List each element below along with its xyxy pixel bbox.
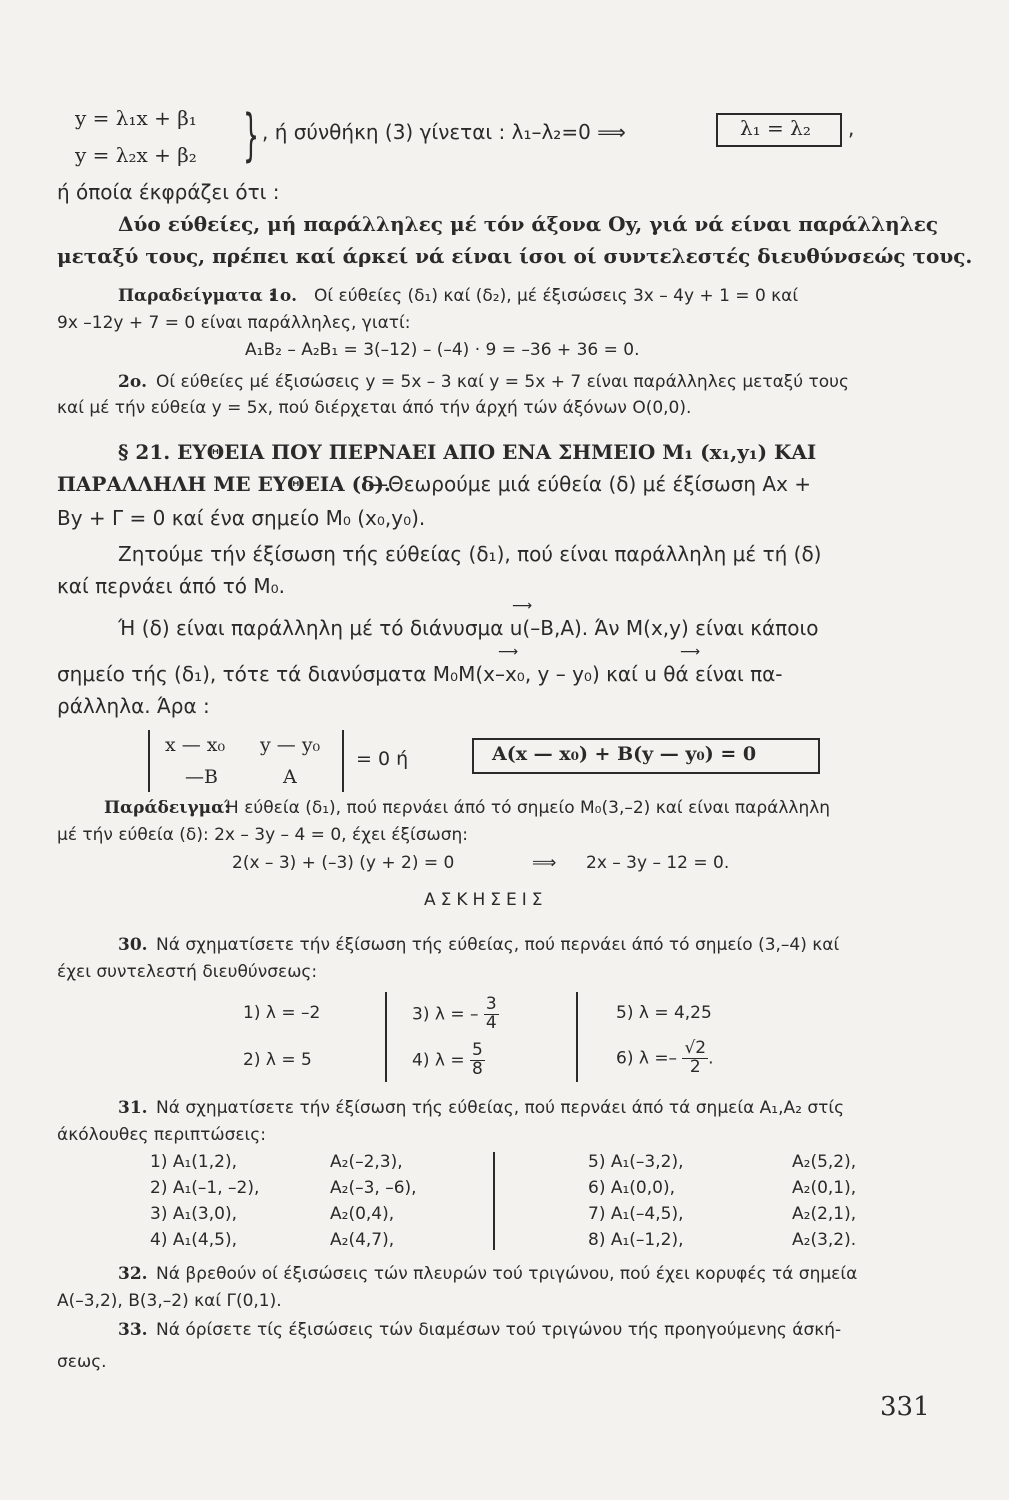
rule-line-1: Δύο εύθείες, μή παράλληλες μέ τόν άξονα Oy, γιά νά είναι παράλληλες (118, 212, 939, 236)
row-4-c: 8) A₁(–1,2), (588, 1230, 684, 1250)
row-3-a: 3) A₁(3,0), (150, 1204, 238, 1224)
exercises-title: ΑΣΚΗΣΕΙΣ (424, 890, 548, 910)
section-line-3: By + Γ = 0 καί ένα σημείο M₀ (x₀,y₀). (57, 506, 426, 530)
exercise-31-line-1: Νά σχηματίσετε τήν έξίσωση τής εύθείας, πού περνάει άπό τά σημεία A₁,A₂ στίς (156, 1098, 845, 1118)
determinant-r1c2: y — y₀ (260, 734, 321, 756)
determinant-left-bar (148, 730, 150, 792)
item-4-prefix: 4) λ = (412, 1050, 465, 1071)
item-6-numerator: √2 (684, 1038, 707, 1058)
item-6-denominator: 2 (689, 1056, 701, 1077)
rule-line-2: μεταξύ τους, πρέπει καί άρκεί νά είναι ίσοι οί συντελεστές διευθύνσεώς τους. (57, 244, 973, 268)
item-4-fraction (470, 1042, 485, 1079)
exercise-33-number: 33. (118, 1320, 148, 1340)
result-formula: λ₁ = λ₂ (740, 116, 811, 140)
exercise-30-divider-2 (576, 992, 578, 1082)
item-6-suffix: . (708, 1048, 714, 1069)
comma: , (848, 116, 855, 140)
determinant-r1c1: x — x₀ (165, 734, 226, 756)
paragraph-1-line-1: Ζητούμε τήν έξίσωση τής εύθείας (δ₁), πού είναι παράλληλη μέ τή (δ) (118, 542, 822, 566)
right-brace: } (243, 103, 260, 168)
example-label: Παράδειγμα: (104, 798, 231, 818)
exercise-32-number: 32. (118, 1264, 148, 1284)
intro-line: ή όποία έκφράζει ότι : (57, 180, 280, 204)
section-heading-2-continuation: —Θεωρούμε μιά εύθεία (δ) μέ έξίσωση Ax + (368, 472, 812, 496)
example-line-2: μέ τήν εύθεία (δ): 2x – 3y – 4 = 0, έχει έξίσωση: (57, 825, 469, 845)
row-2-d: A₂(0,1), (792, 1178, 857, 1198)
exercise-30-item-5: 5) λ = 4,25 (616, 1003, 712, 1023)
exercise-30-number: 30. (118, 935, 148, 955)
exercise-31-line-2: άκόλουθες περιπτώσεις: (57, 1125, 266, 1145)
row-4-a: 4) A₁(4,5), (150, 1230, 238, 1250)
row-2-a: 2) A₁(–1, –2), (150, 1178, 260, 1198)
exercise-30-item-2: 2) λ = 5 (243, 1050, 312, 1070)
row-1-d: A₂(5,2), (792, 1152, 857, 1172)
item-3-prefix: 3) λ = – (412, 1004, 479, 1025)
determinant-r2c2: A (283, 766, 297, 788)
determinant-equals: = 0 ή (356, 748, 409, 770)
exercise-30-item-1: 1) λ = –2 (243, 1003, 321, 1023)
page-number: 331 (880, 1392, 930, 1422)
vector-arrow-m0m: ⟶ (498, 644, 519, 660)
example-1-calculation: A₁B₂ – A₂B₁ = 3(–12) – (–4) · 9 = –36 + 36 = 0. (245, 340, 640, 360)
section-heading-1: § 21. ΕΥΘΕΙΑ ΠΟΥ ΠΕΡΝΑΕΙ ΑΠΟ ΕΝΑ ΣΗΜΕΙΟ M₁ (x₁,y₁) ΚΑΙ (118, 440, 817, 464)
paragraph-2-line-2: σημείο τής (δ₁), τότε τά διανύσματα M₀M(x–x₀, y – y₀) καί u θά είναι πα- (57, 662, 783, 686)
example-line-3b: 2x – 3y – 12 = 0. (586, 853, 730, 873)
paragraph-2-line-1: Ή (δ) είναι παράλληλη μέ τό διάνυσμα u(–B,A). Άν M(x,y) είναι κάποιο (118, 616, 819, 640)
implication-arrow: ⟹ (532, 853, 557, 873)
row-4-d: A₂(3,2). (792, 1230, 857, 1250)
row-4-b: A₂(4,7), (330, 1230, 395, 1250)
row-3-b: A₂(0,4), (330, 1204, 395, 1224)
exercise-31-number: 31. (118, 1098, 148, 1118)
item-6-prefix: 6) λ =– (616, 1048, 678, 1069)
item-3-numerator: 3 (485, 994, 497, 1014)
example-2-line-2: καί μέ τήν εύθεία y = 5x, πού διέρχεται άπό τήν άρχή τών άξόνων O(0,0). (57, 398, 692, 418)
boxed-formula: A(x — x₀) + B(y — y₀) = 0 (492, 743, 757, 765)
vector-arrow-u: ⟶ (512, 598, 533, 614)
row-3-c: 7) A₁(–4,5), (588, 1204, 684, 1224)
exercise-30-item-6 (616, 1040, 714, 1077)
exercise-33-line-1: Νά όρίσετε τίς έξισώσεις τών διαμέσων τού τριγώνου τής προηγούμενης άσκή- (156, 1320, 842, 1340)
exercise-30-divider-1 (385, 992, 387, 1082)
row-2-c: 6) A₁(0,0), (588, 1178, 676, 1198)
item-3-fraction (484, 996, 499, 1033)
example-2-line-1: Οί εύθείες μέ έξισώσεις y = 5x – 3 καί y = 5x + 7 είναι παράλληλες μεταξύ τους (156, 372, 849, 392)
row-1-b: A₂(–2,3), (330, 1152, 403, 1172)
item-3-denominator: 4 (485, 1012, 497, 1033)
equation-1: y = λ₁x + β₁ (75, 106, 197, 130)
row-1-c: 5) A₁(–3,2), (588, 1152, 684, 1172)
examples-label: Παραδείγματα : (118, 286, 275, 306)
exercise-33-line-2: σεως. (57, 1352, 107, 1372)
item-6-fraction (682, 1040, 708, 1077)
exercise-32-line-1: Νά βρεθούν οί έξισώσεις τών πλευρών τού τριγώνου, πού έχει κορυφές τά σημεία (156, 1264, 858, 1284)
example-line-3a: 2(x – 3) + (–3) (y + 2) = 0 (232, 853, 455, 873)
paragraph-1-line-2: καί περνάει άπό τό M₀. (57, 574, 286, 598)
row-1-a: 1) A₁(1,2), (150, 1152, 238, 1172)
determinant-right-bar (342, 730, 344, 792)
item-4-numerator: 5 (471, 1040, 483, 1060)
row-3-d: A₂(2,1), (792, 1204, 857, 1224)
equation-2: y = λ₂x + β₂ (75, 143, 197, 167)
example-1-line-1: Οί εύθείες (δ₁) καί (δ₂), μέ έξισώσεις 3x – 4y + 1 = 0 καί (314, 286, 799, 306)
example-line-1: Ή εύθεία (δ₁), πού περνάει άπό τό σημείο M₀(3,–2) καί είναι παράλληλη (224, 798, 831, 818)
exercise-31-divider (493, 1152, 495, 1250)
section-heading-2: ΠΑΡΑΛΛΗΛΗ ΜΕ ΕΥΘΕΙΑ (δ). (57, 472, 391, 496)
condition-text: , ή σύνθήκη (3) γίνεται : λ₁–λ₂=0 ⟹ (262, 120, 626, 144)
exercise-32-line-2: A(–3,2), B(3,–2) καί Γ(0,1). (57, 1291, 282, 1311)
exercise-30-item-3 (412, 996, 499, 1033)
example-1-number: 1ο. (268, 286, 298, 306)
exercise-30-line-1: Νά σχηματίσετε τήν έξίσωση τής εύθείας, πού περνάει άπό τό σημείο (3,–4) καί (156, 935, 840, 955)
row-2-b: A₂(–3, –6), (330, 1178, 417, 1198)
vector-arrow-u-2: ⟶ (680, 644, 701, 660)
exercise-30-item-4 (412, 1042, 485, 1079)
item-4-denominator: 8 (471, 1058, 483, 1079)
paragraph-2-line-3: ράλληλα. Άρα : (57, 694, 210, 718)
example-1-line-2: 9x –12y + 7 = 0 είναι παράλληλες, γιατί: (57, 313, 411, 333)
determinant-r2c1: —B (185, 766, 218, 788)
exercise-30-line-2: έχει συντελεστή διευθύνσεως: (57, 962, 318, 982)
example-2-number: 2ο. (118, 372, 148, 392)
